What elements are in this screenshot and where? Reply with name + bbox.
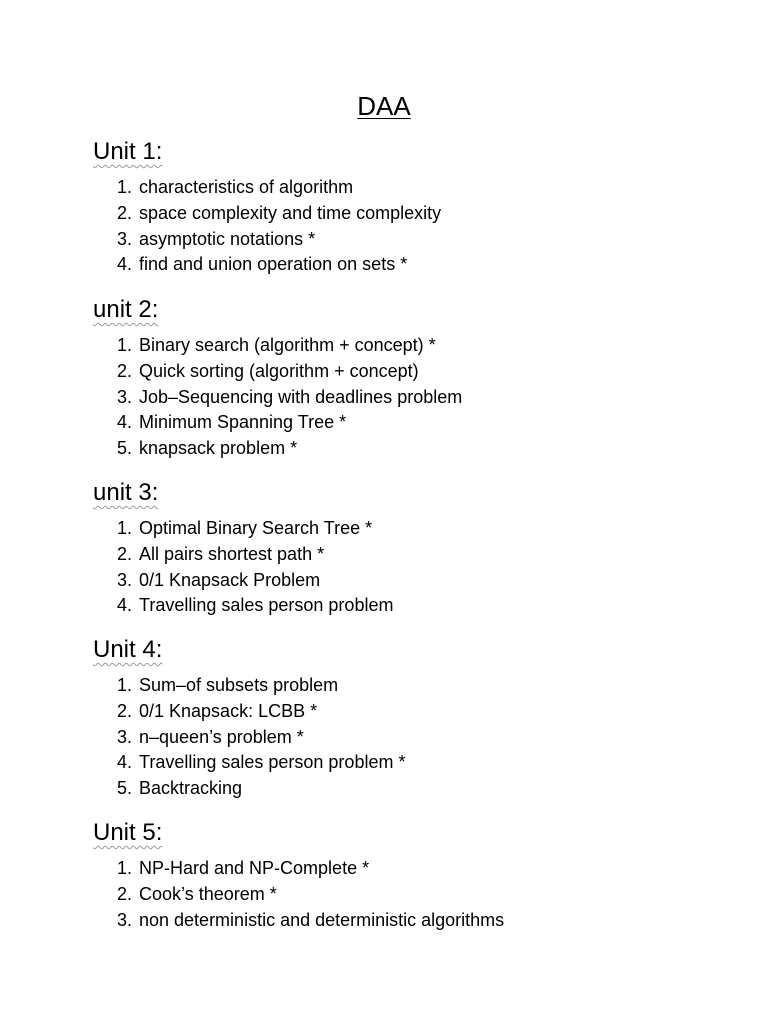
list-item xyxy=(93,699,713,725)
document-title: DAA xyxy=(357,91,411,121)
list-item xyxy=(93,908,713,934)
item-number: 3. xyxy=(116,726,132,747)
list-item xyxy=(93,673,713,699)
list-item xyxy=(93,776,713,802)
unit-heading: Unit 4: xyxy=(93,636,163,663)
item-number: 5. xyxy=(116,438,132,459)
topic-list xyxy=(93,333,713,462)
list-item xyxy=(93,227,713,253)
list-item xyxy=(93,856,713,882)
unit-heading: Unit 1: xyxy=(93,138,163,165)
unit-heading: unit 2: xyxy=(93,296,159,323)
item-text: Binary search (algorithm + concept) * xyxy=(139,335,436,355)
item-number: 4. xyxy=(116,752,132,773)
list-item xyxy=(93,175,713,201)
unit-section-4 xyxy=(93,635,713,802)
list-item xyxy=(93,333,713,359)
item-number: 2. xyxy=(116,700,132,721)
item-number: 2. xyxy=(116,202,132,223)
item-text: n–queen’s problem * xyxy=(139,726,304,747)
item-text: asymptotic notations * xyxy=(139,228,316,249)
topic-list xyxy=(93,516,713,619)
item-text: 0/1 Knapsack Problem xyxy=(139,569,321,590)
item-number: 1. xyxy=(116,518,132,538)
list-item xyxy=(93,252,713,278)
list-item xyxy=(93,568,713,594)
item-number: 3. xyxy=(116,909,132,930)
item-text: space complexity and time complexity xyxy=(139,202,442,223)
item-text: Optimal Binary Search Tree * xyxy=(139,518,373,538)
item-number: 2. xyxy=(116,360,132,381)
unit-section-1 xyxy=(93,137,713,278)
item-number: 2. xyxy=(116,883,132,904)
item-text: All pairs shortest path * xyxy=(139,543,325,564)
item-text: find and union operation on sets * xyxy=(139,254,408,275)
item-text: NP-Hard and NP-Complete * xyxy=(139,858,370,878)
list-item xyxy=(93,725,713,751)
item-number: 4. xyxy=(116,595,132,616)
unit-heading: Unit 5: xyxy=(93,819,163,846)
item-text: knapsack problem * xyxy=(139,438,298,459)
item-text: Sum–of subsets problem xyxy=(139,675,339,695)
item-text: characteristics of algorithm xyxy=(139,177,354,197)
item-number: 3. xyxy=(116,386,132,407)
list-item xyxy=(93,593,713,619)
item-number: 5. xyxy=(116,778,132,799)
item-number: 1. xyxy=(116,335,132,355)
unit-section-5 xyxy=(93,818,713,933)
list-item xyxy=(93,201,713,227)
unit-section-3 xyxy=(93,478,713,619)
item-text: Minimum Spanning Tree * xyxy=(139,412,347,433)
item-text: Backtracking xyxy=(139,778,243,799)
item-text: Cook’s theorem * xyxy=(139,883,277,904)
list-item xyxy=(93,385,713,411)
item-number: 4. xyxy=(116,412,132,433)
item-text: non deterministic and deterministic algorithms xyxy=(139,909,505,930)
item-text: Quick sorting (algorithm + concept) xyxy=(139,360,419,381)
item-number: 1. xyxy=(116,675,132,695)
item-text: Job–Sequencing with deadlines problem xyxy=(139,386,463,407)
unit-section-2 xyxy=(93,295,713,462)
list-item xyxy=(93,542,713,568)
item-number: 1. xyxy=(116,858,132,878)
topic-list xyxy=(93,673,713,802)
list-item xyxy=(93,359,713,385)
item-text: 0/1 Knapsack: LCBB * xyxy=(139,700,318,721)
list-item xyxy=(93,516,713,542)
list-item xyxy=(93,410,713,436)
item-text: Travelling sales person problem xyxy=(139,595,394,616)
list-item xyxy=(93,882,713,908)
item-number: 3. xyxy=(116,569,132,590)
item-number: 3. xyxy=(116,228,132,249)
list-item xyxy=(93,750,713,776)
unit-heading: unit 3: xyxy=(93,479,159,506)
item-number: 2. xyxy=(116,543,132,564)
topic-list xyxy=(93,175,713,278)
item-number: 4. xyxy=(116,254,132,275)
topic-list xyxy=(93,856,713,933)
list-item xyxy=(93,436,713,462)
item-text: Travelling sales person problem * xyxy=(139,752,406,773)
item-number: 1. xyxy=(116,177,132,197)
